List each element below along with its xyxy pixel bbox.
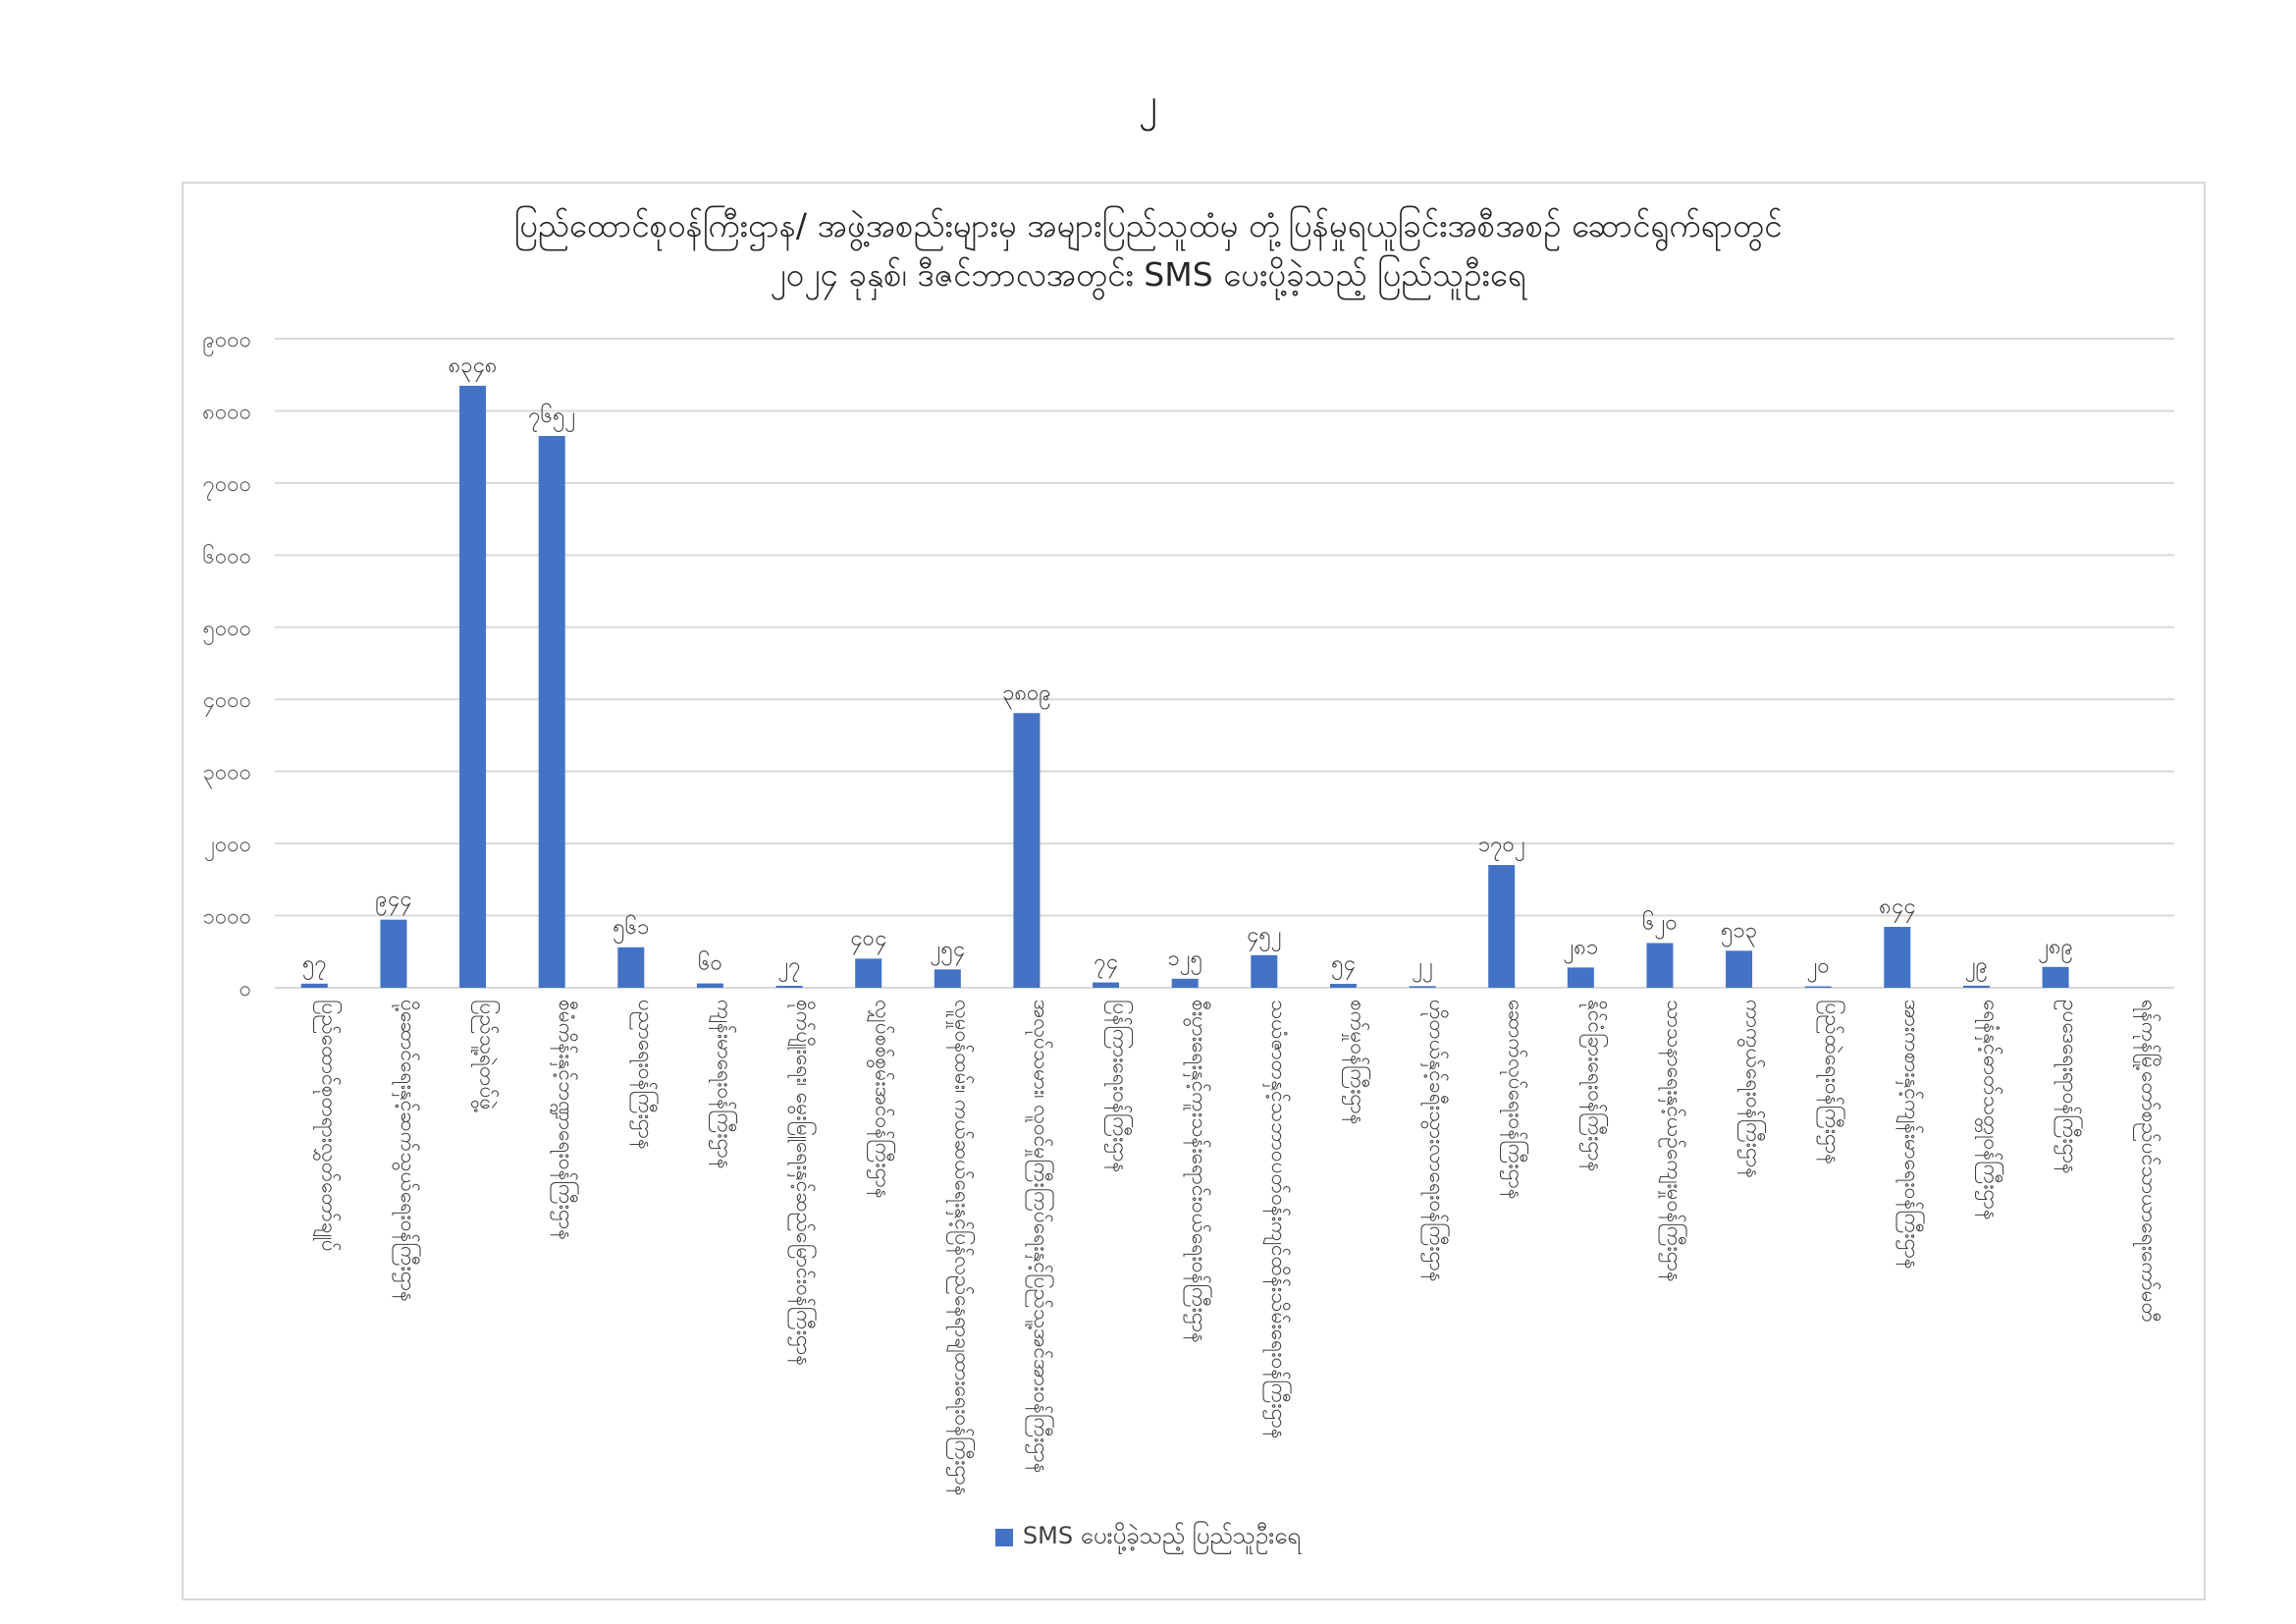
bar: [1726, 950, 1752, 988]
bar: [380, 920, 406, 988]
bar: [1330, 984, 1357, 988]
y-tick-label: ၉၀၀၀: [202, 328, 251, 352]
legend: [0, 1520, 2296, 1555]
page-number: ၂: [1139, 81, 1157, 124]
data-label: ၈၃၄၈: [448, 352, 498, 378]
bar: [539, 436, 565, 988]
y-tick-label: ၀: [239, 977, 251, 1001]
y-tick-label: ၁၀၀၀: [202, 904, 251, 930]
x-category-label: လူမှုဝန်ထမ်း၊ ကယ်ဆယ်ရေးနှင့်ပြန်လည်နေရာချထားရေးဝန်ကြီးဌာန: [950, 1000, 975, 1496]
legend-label: SMS ပေးပို့ခဲ့သည့် ပြည်သူဦးရေ: [1022, 1522, 1302, 1549]
data-label: ၅၁၃: [1721, 918, 1758, 944]
x-category-label: အားကစားနှင့်ကျန်းမာရေးဝန်ကြီးဌာန: [1899, 1000, 1924, 1270]
bar: [1568, 967, 1594, 988]
bar: [2043, 967, 2069, 988]
data-label: ၂၅၄: [930, 937, 966, 962]
y-tick-label: ၃၀၀၀: [202, 760, 251, 785]
data-label: ၁၂၅: [1167, 946, 1202, 971]
data-label: ၆၀: [698, 950, 722, 976]
x-category-label: ဥပဒေရေးရာဝန်ကြီးဌာန: [2058, 1000, 2083, 1174]
bar: [1093, 983, 1119, 988]
data-label: ၃၈၀၉: [1002, 680, 1051, 706]
chart-title-line-1: ပြည်ထောင်စုဝန်ကြီးဌာန/ အဖွဲ့အစည်းများမှ အများပြည်သူထံမှ တုံ့ပြန်မှုရယူခြင်းအစီအစဉ် ဆောင်ရွက်ရာတွင်: [513, 206, 1783, 244]
bar: [617, 947, 644, 988]
bar: [301, 984, 328, 988]
x-category-label: သာသနာရေးနှင့်ယဉ်ကျေးမှုဝန်ကြီးဌာန: [1662, 1000, 1686, 1282]
data-label: ၉၄၄: [375, 887, 412, 912]
x-category-label: စက်မှုဝန်ကြီးဌာန: [1346, 1000, 1370, 1125]
data-label: ၆၂၀: [1642, 910, 1678, 936]
legend-swatch-icon: [995, 1529, 1013, 1546]
data-labels: [302, 353, 2073, 983]
data-label: ၅၄: [1331, 951, 1356, 977]
data-label: ၂၀: [1806, 953, 1830, 979]
bar: [1646, 943, 1673, 988]
y-axis-ticks: [202, 328, 251, 1001]
data-label: ၂၂: [1412, 953, 1433, 979]
data-label: ၂၈၁: [1563, 935, 1599, 960]
bar: [1013, 713, 1040, 988]
data-label: ၅၇: [301, 950, 327, 976]
bar: [1410, 986, 1436, 988]
x-category-label: အလုပ်သမား၊ လူဝင်မှုကြီးကြပ်ရေးနှင့်ပြည်သူ့အင်အားဝန်ကြီးဌာန: [1029, 1000, 1053, 1474]
x-category-label: စိုက်ပျိုးရေး၊ မွေးမြူရေးနှင့်ဆည်မြောင်းဝန်ကြီးဌာန: [792, 1000, 817, 1367]
x-category-label: ပြည်ထဲရေးဝန်ကြီးဌာန: [1821, 1000, 1845, 1165]
bar: [459, 386, 486, 988]
x-category-label: ပြည်သူ့ရဲတပ်ဖွဲ့: [475, 1000, 500, 1110]
bar: [697, 984, 723, 988]
x-category-label: စီမံကိန်းနှင့်ဘဏ္ဍာရေးဝန်ကြီးဌာန: [555, 1000, 579, 1241]
chart-title-line-2: ၂၀၂၄ ခုနှစ်၊ ဒီဇင်ဘာလအတွင်း SMS ပေးပို့ခဲ့သည့် ပြည်သူဦးရေ: [770, 255, 1526, 294]
bar: [1884, 927, 1910, 988]
y-tick-label: ၈၀၀၀: [202, 400, 251, 425]
y-tick-label: ၇၀၀၀: [202, 471, 251, 497]
bar: [855, 958, 881, 988]
y-tick-label: ၅၀၀၀: [202, 616, 251, 641]
data-label: ၄၀၄: [850, 926, 887, 951]
bar: [934, 969, 961, 988]
data-label: ၂၇: [777, 953, 801, 979]
data-label: ၂၉: [1964, 952, 1989, 978]
x-category-label: ပြည်ထောင်စုတရားလွှတ်တော်ချုပ်: [317, 1000, 342, 1252]
x-category-label: ပညာရေးဝန်ကြီးဌာန: [633, 1000, 658, 1150]
bar: [1805, 987, 1832, 988]
x-category-label: ရေနံနှင့်ဓာတ်သတ္တုဝန်ကြီးဌာန: [1979, 1000, 2003, 1220]
y-tick-label: ၄၀၀၀: [202, 688, 251, 714]
data-label: ၁၇၀၂: [1477, 832, 1525, 857]
x-category-label: ဟိုတယ်နှင့်ခရီးသွားလာရေးဝန်ကြီးဌာန: [1425, 1000, 1450, 1282]
bar: [1488, 865, 1515, 988]
bars: [301, 386, 2069, 988]
x-category-label: ရန်ကုန်မြို့တော်စည်ပင်သာယာရေးကော်မတီ: [2137, 1000, 2162, 1324]
x-category-label: စီးပွားရေးနှင့်ကူးသန်းရောင်းဝယ်ရေးဝန်ကြီးဌာန: [1188, 1000, 1212, 1344]
x-category-label: လျှပ်စစ်စွမ်းအင်ဝန်ကြီးဌာန: [871, 1000, 895, 1199]
data-label: ၂၈၉: [2038, 934, 2073, 959]
data-label: ၄၅၂: [1247, 922, 1282, 947]
data-label: ၅၆၁: [613, 914, 650, 940]
x-category-label: သယံဇာတနှင့်သဘာဝပတ်ဝန်းကျင်ထိန်းသိမ်းရေးဝန်ကြီးဌာန: [1266, 1000, 1291, 1439]
x-category-label: နိုင်ငံခြားရေးဝန်ကြီးဌာန: [1583, 1000, 1608, 1172]
bar: [1172, 979, 1199, 988]
x-category-label: ပို့ဆောင်ရေးနှင့်ဆက်သွယ်ရေးဝန်ကြီးဌာန: [396, 1000, 420, 1302]
data-label: ၇၆၅၂: [528, 404, 576, 429]
y-tick-label: ၂၀၀၀: [204, 833, 251, 858]
y-tick-label: ၆၀၀၀: [202, 544, 251, 569]
data-label: ၈၄၄: [1879, 894, 1916, 920]
bar: [776, 986, 803, 988]
x-category-label: ကာကွယ်ရေးဝန်ကြီးဌာန: [1741, 1000, 1766, 1179]
x-category-label: ကျန်းမာရေးဝန်ကြီးဌာန: [713, 1000, 737, 1169]
bar: [1251, 955, 1277, 988]
x-category-label: ဆောက်လုပ်ရေးဝန်ကြီးဌာန: [1504, 1000, 1528, 1200]
x-axis-categories: [311, 1000, 2163, 1496]
x-category-label: ပြန်ကြားရေးဝန်ကြီးဌာန: [1108, 1000, 1133, 1173]
data-label: ၇၄: [1094, 949, 1118, 975]
bar: [1963, 986, 1990, 988]
